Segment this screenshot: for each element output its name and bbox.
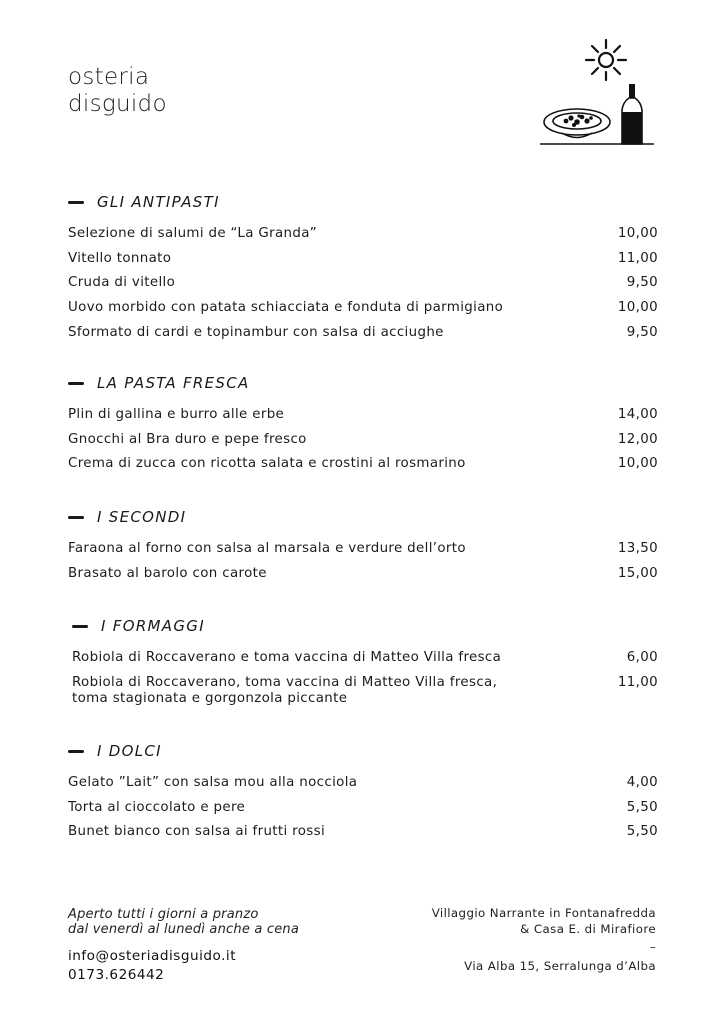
- opening-hours: [68, 907, 368, 937]
- separator-dash: –: [649, 940, 656, 954]
- item-name-line-2: toma stagionata e gorgonzola piccante: [72, 691, 348, 707]
- table-illustration: [536, 36, 656, 148]
- hours-line-2: dal venerdì al lunedì anche a cena: [68, 922, 299, 937]
- item-price: 6,00: [626, 650, 658, 665]
- item-name: Uovo morbido con patata schiacciata e fonduta di parmigiano: [68, 300, 504, 316]
- item-price: 9,50: [626, 324, 658, 340]
- dash-icon: [68, 201, 84, 204]
- menu-item: [68, 403, 658, 428]
- section-title: GLI ANTIPASTI: [97, 193, 220, 211]
- menu-item: [68, 222, 658, 247]
- hours-line-1: Aperto tutti i giorni a pranzo: [68, 907, 259, 922]
- menu-item: [68, 820, 658, 845]
- restaurant-logo: [68, 64, 167, 118]
- item-price: 10,00: [617, 226, 658, 241]
- section-heading: [72, 614, 658, 638]
- menu-item: [68, 271, 658, 296]
- item-price: 10,00: [617, 300, 658, 316]
- section-formaggi: [72, 614, 658, 708]
- item-price: 14,00: [617, 407, 658, 422]
- item-name: Sformato di cardi e topinambur con salsa di acciughe: [68, 324, 444, 340]
- section-heading: [68, 190, 658, 214]
- item-name: Torta al cioccolato e pere: [68, 799, 246, 815]
- dash-icon: [68, 516, 84, 519]
- item-name: Plin di gallina e burro alle erbe: [68, 407, 285, 422]
- dash-icon: [68, 750, 84, 753]
- menu-item: [68, 537, 658, 562]
- section-heading: [68, 739, 658, 763]
- bowl-icon: [544, 109, 610, 138]
- sun-icon: [586, 40, 626, 80]
- contact-info: [68, 947, 368, 985]
- section-heading: [68, 371, 658, 395]
- location-line-2: & Casa E. di Mirafiore: [520, 922, 656, 936]
- wine-bottle-icon: [622, 84, 642, 144]
- item-price: 4,00: [626, 775, 658, 790]
- footer-location: [366, 905, 656, 974]
- menu-item: [72, 673, 658, 708]
- section-secondi: [68, 505, 658, 586]
- item-name: Gnocchi al Bra duro e pepe fresco: [68, 431, 307, 447]
- menu-item: [68, 428, 658, 453]
- section-title: I DOLCI: [97, 742, 162, 760]
- item-price: 13,50: [617, 541, 658, 556]
- item-price: 15,00: [617, 565, 658, 581]
- item-name: Selezione di salumi de “La Granda”: [68, 226, 318, 241]
- item-name: Robiola di Roccaverano e toma vaccina di Matteo Villa fresca: [72, 650, 502, 665]
- item-name: Gelato ”Lait” con salsa mou alla nocciola: [68, 775, 358, 790]
- menu-item: [68, 562, 658, 587]
- item-name-line-1: Robiola di Roccaverano, toma vaccina di Matteo Villa fresca,: [72, 674, 498, 690]
- menu-item: [68, 771, 658, 796]
- menu-item: [68, 247, 658, 272]
- section-title: I FORMAGGI: [101, 617, 205, 635]
- phone-number[interactable]: 0173.626442: [68, 967, 165, 983]
- menu-item: [68, 796, 658, 821]
- section-title: LA PASTA FRESCA: [97, 374, 250, 392]
- footer-contact: [68, 907, 368, 985]
- dash-icon: [72, 625, 88, 628]
- item-name: Vitello tonnato: [68, 250, 172, 266]
- item-price: 12,00: [617, 431, 658, 447]
- menu-item: [68, 321, 658, 346]
- section-dolci: [68, 739, 658, 845]
- section-antipasti: [68, 190, 658, 346]
- section-title: I SECONDI: [97, 508, 187, 526]
- item-name: [72, 673, 497, 708]
- item-price: 5,50: [626, 799, 658, 815]
- item-price: 5,50: [626, 824, 658, 840]
- item-price: 9,50: [626, 275, 658, 291]
- section-heading: [68, 505, 658, 529]
- menu-item: [68, 452, 658, 477]
- email-link[interactable]: info@osteriadisguido.it: [68, 948, 237, 964]
- logo-line-1: osteria: [68, 64, 150, 90]
- section-pasta-fresca: [68, 371, 658, 477]
- item-name: Cruda di vitello: [68, 275, 176, 291]
- item-name: Brasato al barolo con carote: [68, 565, 267, 581]
- logo-line-2: disguido: [68, 91, 167, 117]
- item-price: 10,00: [617, 456, 658, 472]
- item-name: Bunet bianco con salsa ai frutti rossi: [68, 824, 326, 840]
- item-price: 11,00: [617, 250, 658, 266]
- menu-item: [68, 296, 658, 321]
- dash-icon: [68, 382, 84, 385]
- menu-item: [72, 646, 658, 671]
- item-name: Faraona al forno con salsa al marsala e verdure dell’orto: [68, 541, 466, 556]
- location-line-1: Villaggio Narrante in Fontanafredda: [431, 906, 656, 920]
- item-price: 11,00: [617, 674, 658, 690]
- address: Via Alba 15, Serralunga d’Alba: [464, 959, 656, 973]
- item-name: Crema di zucca con ricotta salata e crostini al rosmarino: [68, 456, 466, 472]
